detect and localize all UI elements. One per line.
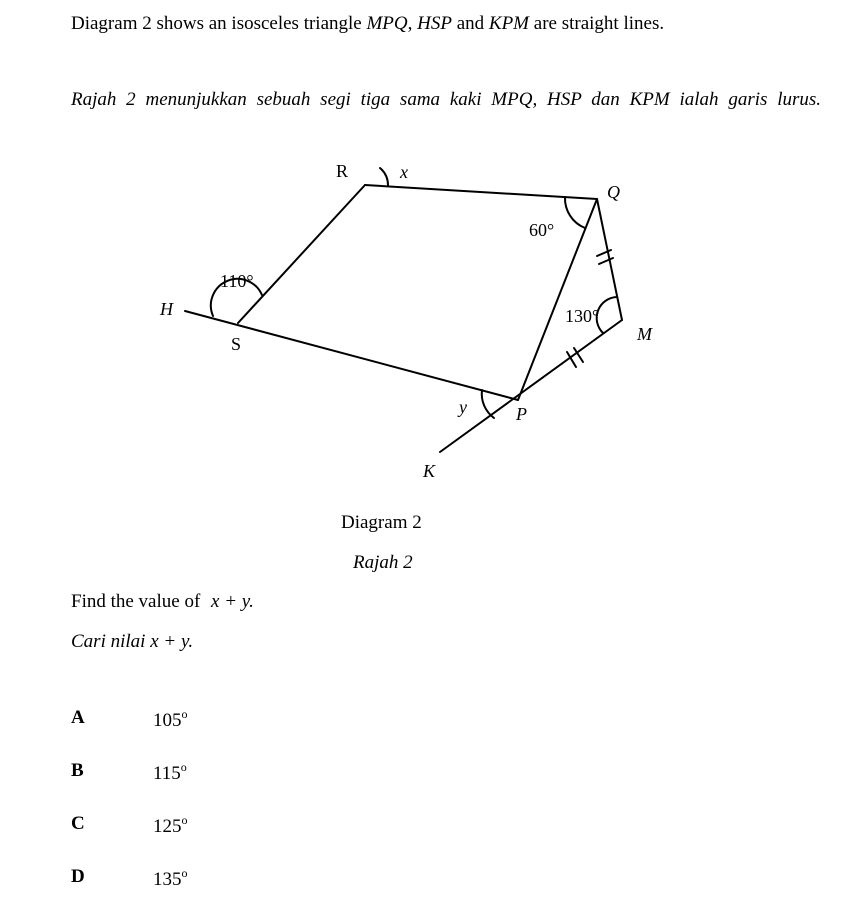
question-malay-prefix: Cari nilai	[71, 631, 146, 652]
option-b-value: 115$^o$	[153, 760, 187, 784]
point-Q: Q	[607, 182, 620, 202]
option-a-value: 105$^o$	[153, 707, 188, 731]
angle-110-label: 110°	[220, 271, 254, 291]
question-english	[71, 591, 254, 614]
point-M: M	[637, 324, 652, 344]
diagram-caption-malay: Rajah 2	[353, 552, 413, 573]
angle-130-label: 130°	[565, 306, 600, 326]
option-d-value: 135$^o$	[153, 866, 188, 890]
angle-x-label: x	[400, 162, 408, 182]
question-english-prefix: Find the value of	[71, 591, 201, 612]
line-HP	[185, 311, 518, 400]
point-P: P	[516, 404, 527, 424]
option-b-letter: B	[71, 760, 84, 781]
point-H: H	[160, 299, 173, 319]
point-K: K	[423, 461, 436, 481]
intro-malay-text: Rajah 2 menunjukkan sebuah segi tiga sama kaki MPQ, HSP dan KPM ialah garis lurus.	[71, 89, 822, 110]
question-malay-expression: x + y.	[150, 631, 194, 652]
intro-english-text: Diagram 2 shows an isosceles triangle MPQ, HSP and KPM are straight lines.	[71, 13, 665, 34]
option-c-value: 125$^o$	[153, 813, 188, 837]
angle-60-label: 60°	[529, 220, 555, 240]
question-expression: x + y.	[211, 591, 254, 612]
option-c-letter: C	[71, 813, 85, 834]
diagram-caption-english: Diagram 2	[341, 512, 422, 533]
option-d-letter: D	[71, 866, 85, 887]
line-RS	[238, 185, 365, 323]
point-R: R	[336, 161, 349, 181]
arc-angle-Q	[565, 197, 585, 228]
arc-angle-M	[597, 297, 617, 333]
point-S: S	[231, 334, 242, 354]
option-a-letter: A	[71, 707, 85, 728]
line-RQ	[365, 185, 597, 199]
angle-y-label: y	[459, 397, 467, 417]
question-malay	[71, 631, 193, 654]
arc-angle-R	[380, 168, 388, 186]
